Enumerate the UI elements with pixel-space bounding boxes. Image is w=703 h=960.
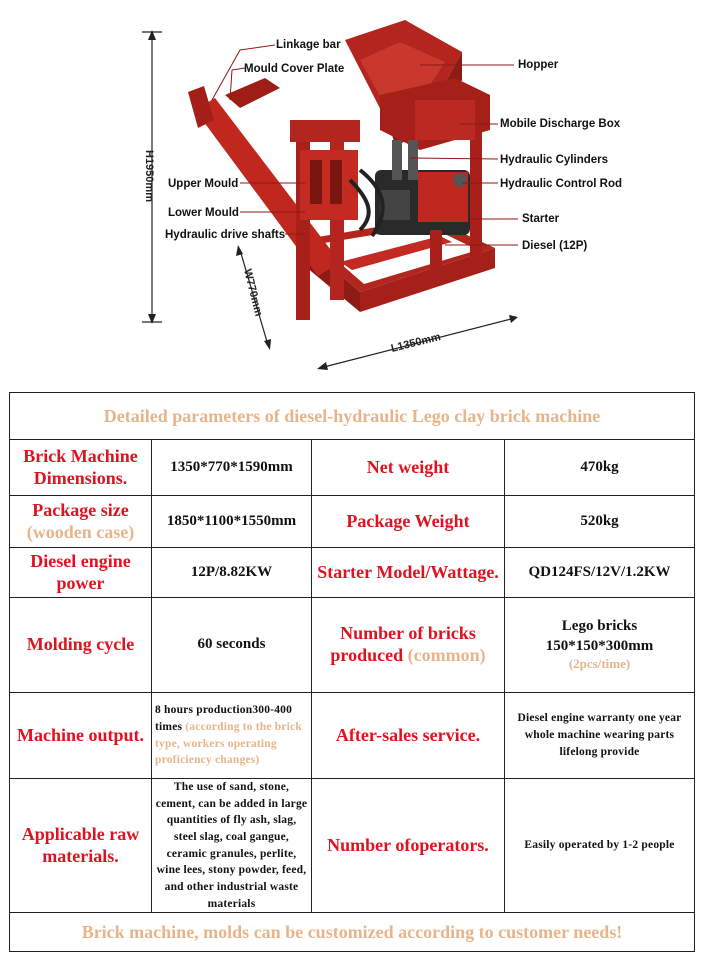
param-label	[312, 598, 505, 693]
param-value: 60 seconds	[152, 598, 312, 693]
label-starter: Starter	[522, 213, 560, 225]
output-note: (according to the brick type, workers operating proficiency changes)	[155, 720, 302, 767]
package-size-label: Package size	[32, 499, 129, 520]
param-value: The use of sand, stone, cement, can be added in large quantities of fly ash, slag, steel slag, coal gangue, ceramic granules, perlite, wine lees, stony powder, feed, and other industrial waste materials	[152, 779, 312, 913]
brick-type: Lego bricks	[561, 618, 638, 635]
param-value: 1850*1100*1550mm	[152, 496, 312, 548]
table-title: Detailed parameters of diesel-hydraulic Lego clay brick machine	[10, 393, 695, 440]
param-value: QD124FS/12V/1.2KW	[505, 548, 695, 598]
param-label: Starter Model/Wattage.	[312, 548, 505, 598]
param-value: 12P/8.82KW	[152, 548, 312, 598]
machine-illustration	[0, 0, 703, 385]
table-row	[10, 496, 695, 548]
table-footer: Brick machine, molds can be customized according to customer needs!	[10, 913, 695, 952]
param-label: After-sales service.	[312, 693, 505, 779]
param-label: Package Weight	[312, 496, 505, 548]
param-label: Number ofoperators.	[312, 779, 505, 913]
param-value: Easily operated by 1-2 people	[505, 779, 695, 913]
brick-rate-note: (2pcs/time)	[568, 656, 631, 672]
table-row	[10, 440, 695, 496]
param-value: 1350*770*1590mm	[152, 440, 312, 496]
param-label: Brick Machine Dimensions.	[10, 440, 152, 496]
table-row	[10, 693, 695, 779]
label-hydraulic-control-rod: Hydraulic Control Rod	[500, 178, 623, 190]
table-row	[10, 548, 695, 598]
machine-diagram	[0, 0, 703, 385]
param-value	[505, 598, 695, 693]
table-title-row	[10, 393, 695, 440]
param-label: Machine output.	[10, 693, 152, 779]
label-hopper: Hopper	[518, 59, 559, 71]
label-upper-mould: Upper Mould	[168, 178, 239, 190]
param-label: Applicable raw materials.	[10, 779, 152, 913]
label-mobile-discharge-box: Mobile Discharge Box	[500, 118, 621, 130]
bricks-produced-note: (common)	[407, 645, 486, 665]
table-row	[10, 598, 695, 693]
bricks-produced-label: Number of bricks produced	[330, 623, 476, 665]
param-label: Net weight	[312, 440, 505, 496]
parameters-table	[9, 392, 695, 952]
label-hydraulic-drive-shafts: Hydraulic drive shafts	[165, 229, 286, 241]
param-value	[152, 693, 312, 779]
param-label	[10, 496, 152, 548]
label-diesel: Diesel (12P)	[522, 240, 588, 252]
param-label: Diesel engine power	[10, 548, 152, 598]
param-value: 520kg	[505, 496, 695, 548]
label-linkage-bar: Linkage bar	[276, 39, 341, 51]
width-dimension-label: W770mm	[241, 267, 265, 318]
table-row	[10, 779, 695, 913]
package-size-note: (wooden case)	[26, 521, 135, 542]
label-mould-cover-plate: Mould Cover Plate	[244, 63, 345, 75]
param-value: 470kg	[505, 440, 695, 496]
param-label: Molding cycle	[10, 598, 152, 693]
label-hydraulic-cylinders: Hydraulic Cylinders	[500, 154, 609, 166]
length-dimension-label: L1350mm	[389, 330, 442, 355]
table-footer-row	[10, 913, 695, 952]
label-lower-mould: Lower Mould	[168, 207, 239, 219]
height-dimension-label: H1950mm	[143, 150, 155, 202]
brick-size: 150*150*300mm	[545, 637, 654, 654]
param-value: Diesel engine warranty one year whole machine wearing parts lifelong provide	[505, 693, 695, 779]
output-value: 8 hours production300-400 times	[155, 704, 293, 733]
